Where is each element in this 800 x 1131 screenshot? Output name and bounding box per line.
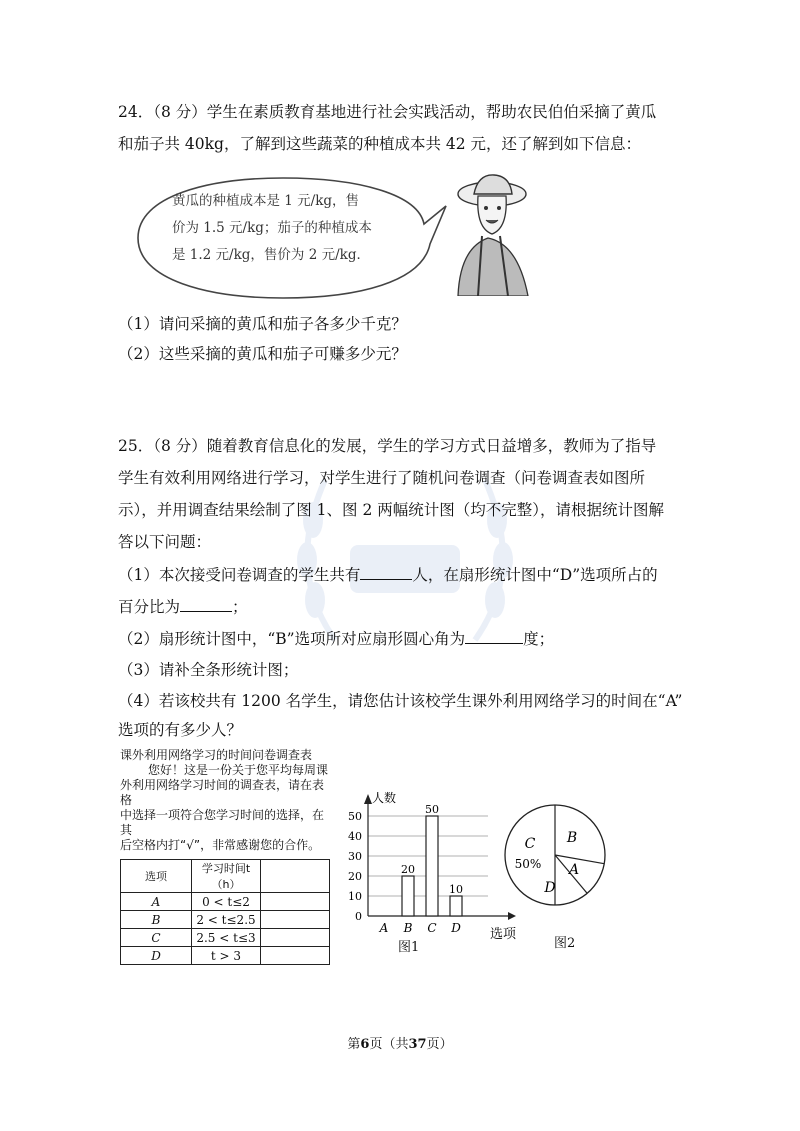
y-axis-arrow xyxy=(364,794,372,804)
survey-line-3: 中选择一项符合您学习时间的选择，在其 xyxy=(120,808,325,837)
bubble-line-2: 价为 1.5 元/kg；茄子的种植成本 xyxy=(172,220,372,236)
answer-blank-total[interactable] xyxy=(360,563,412,580)
q25-sub-1 xyxy=(118,563,658,586)
x-tick-label-A: A xyxy=(379,921,389,935)
bar-C xyxy=(426,816,438,916)
y-tick-label: 0 xyxy=(355,910,362,923)
table-row xyxy=(121,929,330,947)
y-tick-label: 10 xyxy=(348,890,362,903)
q25-sub-1-text-a: （1）本次接受问卷调查的学生共有 xyxy=(118,566,361,584)
table-row xyxy=(121,911,330,929)
answer-blank-b-angle[interactable] xyxy=(465,627,523,644)
data-label-C: 50 xyxy=(425,803,439,816)
q24-line-2: 和茄子共 40kg，了解到这些蔬菜的种植成本共 42 元，还了解到如下信息： xyxy=(118,135,642,153)
x-axis-arrow xyxy=(508,912,516,920)
footer-prefix: 第 xyxy=(347,1037,361,1052)
y-tick-label: 20 xyxy=(348,870,362,883)
data-label-B: 20 xyxy=(401,863,415,876)
header-check xyxy=(261,860,330,893)
q24-sub-2: （2）这些采摘的黄瓜和茄子可赚多少元？ xyxy=(118,345,407,363)
pie-label-A: A xyxy=(568,862,580,878)
x-tick-label-B: B xyxy=(403,921,413,935)
total-pages: 37 xyxy=(408,1037,427,1052)
row-option: C xyxy=(121,929,192,947)
bubble-text xyxy=(172,188,372,269)
pie-annotation-C: 50% xyxy=(514,857,542,871)
q25-line-2: 学生有效利用网络进行学习，对学生进行了随机问卷调查（问卷调查表如图所 xyxy=(118,469,646,487)
header-time: 学习时间t（h） xyxy=(192,860,261,893)
footer-middle: 页（共 xyxy=(369,1037,409,1052)
page-footer xyxy=(0,1033,800,1052)
table-row xyxy=(121,947,330,965)
q25-line-3: 示），并用调查结果绘制了图 1、图 2 两幅统计图（均不完整），请根据统计图解 xyxy=(118,501,665,519)
survey-form xyxy=(120,748,332,965)
pie-label-B: B xyxy=(566,830,578,846)
y-axis-label: 人数 xyxy=(372,791,397,805)
q25-sub-1-text-c: 百分比为 xyxy=(118,598,181,616)
q25-sub-3: （3）请补全条形统计图； xyxy=(118,661,299,679)
row-check-cell[interactable] xyxy=(261,893,330,911)
bar-chart-figure-1 xyxy=(340,788,525,948)
row-check-cell[interactable] xyxy=(261,911,330,929)
survey-line-4: 后空格内打“√”，非常感谢您的合作。 xyxy=(120,838,321,852)
x-tick-label-C: C xyxy=(427,921,437,935)
bubble-line-1: 黄瓜的种植成本是 1 元/kg，售 xyxy=(172,193,360,209)
row-option: D xyxy=(121,947,192,965)
q25-sub-1-text-d: ； xyxy=(232,598,248,616)
row-check-cell[interactable] xyxy=(261,929,330,947)
x-axis-label: 选项 xyxy=(490,927,517,942)
q24-line-1: 24．（8 分）学生在素质教育基地进行社会实践活动，帮助农民伯伯采摘了黄瓜 xyxy=(118,103,657,121)
figure-2-caption: 图2 xyxy=(554,936,576,951)
survey-title: 课外利用网络学习的时间问卷调查表 xyxy=(120,748,313,762)
pie-label-C: C xyxy=(524,836,536,852)
bar-B xyxy=(402,876,414,916)
q25-sub-1-text-b: 人，在扇形统计图中“D”选项所占的 xyxy=(412,566,658,584)
row-option: B xyxy=(121,911,192,929)
y-tick-label: 40 xyxy=(348,830,362,843)
farmer-illustration xyxy=(448,172,532,296)
bubble-line-3: 是 1.2 元/kg，售价为 2 元/kg． xyxy=(172,247,370,263)
footer-suffix: 页） xyxy=(426,1037,453,1052)
q25-line-4: 答以下问题： xyxy=(118,533,212,551)
survey-line-1: 您好！这是一份关于您平均每周课 xyxy=(148,763,329,777)
q25-sub-1-cont xyxy=(118,595,248,618)
y-tick-label: 50 xyxy=(348,810,362,823)
row-check-cell[interactable] xyxy=(261,947,330,965)
q25-sub-4: （4）若该校共有 1200 名学生，请您估计该校学生课外利用网络学习的时间在“A” xyxy=(118,692,683,710)
page-number: 6 xyxy=(360,1037,370,1052)
survey-line-2: 外利用网络学习时间的调查表，请在表格 xyxy=(120,778,325,807)
answer-blank-d-percent[interactable] xyxy=(180,595,232,612)
row-range: 2.5 < t≤3 xyxy=(192,929,261,947)
q24-sub-1: （1）请问采摘的黄瓜和茄子各多少千克？ xyxy=(118,315,407,333)
pie-label-D: D xyxy=(544,880,556,896)
survey-table xyxy=(120,859,330,965)
row-option: A xyxy=(121,893,192,911)
q25-sub-2 xyxy=(118,627,554,650)
table-row xyxy=(121,893,330,911)
pie-chart-figure-2 xyxy=(500,800,610,910)
q25-sub-2-text-a: （2）扇形统计图中，“B”选项所对应扇形圆心角为 xyxy=(118,630,466,648)
table-header-row xyxy=(121,860,330,893)
row-range: 2 < t≤2.5 xyxy=(192,911,261,929)
q25-line-1: 25．（8 分）随着教育信息化的发展，学生的学习方式日益增多，教师为了指导 xyxy=(118,437,657,455)
header-option: 选项 xyxy=(121,860,192,893)
x-tick-label-D: D xyxy=(451,921,461,935)
row-range: t > 3 xyxy=(192,947,261,965)
figure-1-caption: 图1 xyxy=(398,940,420,955)
q25-sub-2-text-b: 度； xyxy=(523,630,555,648)
y-tick-label: 30 xyxy=(348,850,362,863)
q25-sub-4-cont: 选项的有多少人？ xyxy=(118,721,243,739)
data-label-D: 10 xyxy=(449,883,463,896)
bar-D xyxy=(450,896,462,916)
row-range: 0 < t≤2 xyxy=(192,893,261,911)
